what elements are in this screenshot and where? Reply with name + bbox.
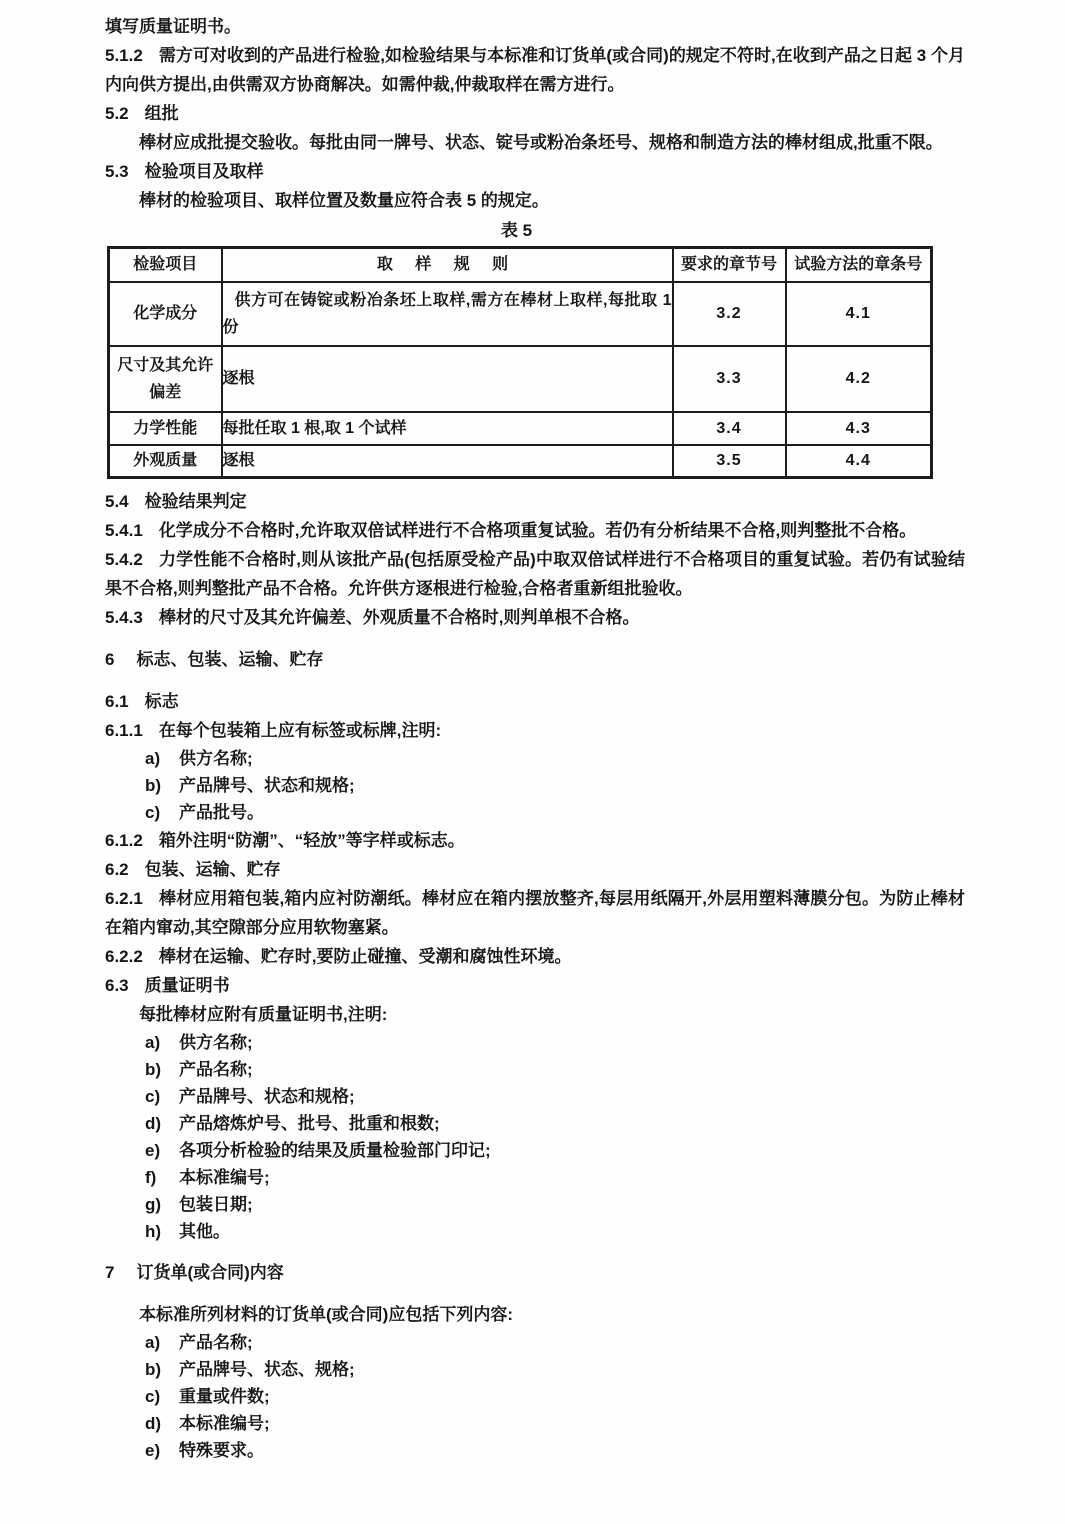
table-cell-item: 化学成分 (109, 282, 222, 346)
list-item (105, 1356, 965, 1383)
heading-6-1 (105, 687, 965, 716)
list-text: 其他。 (179, 1222, 230, 1241)
paragraph-6-3: 每批棒材应附有质量证明书,注明: (139, 1005, 388, 1024)
clause-6-1-1 (105, 716, 965, 745)
clause-5-4-2-text: 力学性能不合格时,则从该批产品(包括原受检产品)中取双倍试样进行不合格项目的重复试验。若仍有试验结果不合格,则判整批产品不合格。允许供方逐根进行检验,合格者重新组批验收。 (105, 550, 965, 598)
list-item (105, 1410, 965, 1437)
list-text: 各项分析检验的结果及质量检验部门印记; (179, 1141, 491, 1160)
table-5-row-dimensions (109, 346, 932, 412)
list-marker: g) (145, 1195, 162, 1214)
list-item (105, 1056, 965, 1083)
clause-5-4-2 (105, 545, 965, 603)
paragraph-5-3: 棒材的检验项目、取样位置及数量应符合表 5 的规定。 (139, 191, 549, 210)
heading-6-1-number: 6.1 (105, 692, 129, 711)
list-item (105, 1029, 965, 1056)
heading-5-4 (105, 487, 965, 516)
heading-6-1-title: 标志 (144, 692, 179, 711)
list-marker: f) (145, 1168, 157, 1187)
list-item (105, 799, 965, 826)
table-cell-req: 3.3 (673, 346, 786, 412)
table-cell-method: 4.1 (786, 282, 932, 346)
clause-5-4-1-number: 5.4.1 (105, 521, 143, 540)
list-marker: b) (145, 776, 162, 795)
list-item (105, 1083, 965, 1110)
list-text: 本标准编号; (179, 1168, 270, 1187)
heading-5-2-title: 组批 (144, 104, 179, 123)
clause-5-4-3-text: 棒材的尺寸及其允许偏差、外观质量不合格时,则判单根不合格。 (158, 608, 640, 627)
heading-6-3-title: 质量证明书 (144, 976, 230, 995)
clause-5-4-1 (105, 516, 965, 545)
table-cell-method: 4.2 (786, 346, 932, 412)
list-item (105, 1329, 965, 1356)
clause-6-2-1-text: 棒材应用箱包装,箱内应衬防潮纸。棒材应在箱内摆放整齐,每层用纸隔开,外层用塑料薄膜分包。为防止棒材在箱内窜动,其空隙部分应用软物塞紧。 (105, 889, 965, 937)
heading-6-2 (105, 855, 965, 884)
clause-5-4-3 (105, 603, 965, 632)
list-marker: b) (145, 1360, 162, 1379)
list-text: 产品批号。 (179, 803, 264, 822)
heading-5-2 (105, 99, 965, 128)
table-cell-rule: 逐根 (222, 445, 673, 478)
list-item (105, 1110, 965, 1137)
table-cell-item: 外观质量 (109, 445, 222, 478)
table-cell-method: 4.4 (786, 445, 932, 478)
table-5-header-item: 检验项目 (109, 248, 222, 282)
heading-6-3-number: 6.3 (105, 976, 129, 995)
clause-6-2-1-number: 6.2.1 (105, 889, 143, 908)
clause-6-1-1-text: 在每个包装箱上应有标签或标牌,注明: (158, 721, 442, 740)
list-item (105, 772, 965, 799)
heading-6-3 (105, 971, 965, 1000)
clause-6-2-1 (105, 884, 965, 942)
heading-5-3-number: 5.3 (105, 162, 129, 181)
paragraph-7: 本标准所列材料的订货单(或合同)应包括下列内容: (139, 1305, 513, 1324)
table-5-row-mechanical (109, 412, 932, 445)
table-5-row-chemical (109, 282, 932, 346)
list-marker: a) (145, 749, 161, 768)
clause-6-2-2-text: 棒材在运输、贮存时,要防止碰撞、受潮和腐蚀性环境。 (158, 947, 572, 966)
heading-chapter-6 (105, 645, 965, 674)
table-cell-item: 尺寸及其允许偏差 (109, 346, 222, 412)
heading-6-number: 6 (105, 650, 115, 669)
paragraph-continuation: 填写质量证明书。 (105, 17, 241, 36)
table-cell-req: 3.4 (673, 412, 786, 445)
list-marker: a) (145, 1033, 161, 1052)
clause-5-4-2-number: 5.4.2 (105, 550, 143, 569)
list-text: 产品熔炼炉号、批号、批重和根数; (179, 1114, 440, 1133)
heading-5-4-number: 5.4 (105, 492, 129, 511)
list-marker: h) (145, 1222, 162, 1241)
list-item (105, 1191, 965, 1218)
list-text: 产品名称; (179, 1333, 253, 1352)
list-text: 供方名称; (179, 1033, 253, 1052)
list-marker: b) (145, 1060, 162, 1079)
list-text: 供方名称; (179, 749, 253, 768)
clause-6-1-2-number: 6.1.2 (105, 831, 143, 850)
table-5-header-req: 要求的章节号 (673, 248, 786, 282)
heading-7-number: 7 (105, 1263, 115, 1282)
clause-5-4-3-number: 5.4.3 (105, 608, 143, 627)
list-marker: d) (145, 1414, 162, 1433)
heading-6-title: 标志、包装、运输、贮存 (136, 650, 324, 669)
clause-5-1-2 (105, 41, 965, 99)
table-5-row-appearance (109, 445, 932, 478)
table-cell-item: 力学性能 (109, 412, 222, 445)
clause-5-1-2-number: 5.1.2 (105, 46, 143, 65)
list-marker: a) (145, 1333, 161, 1352)
list-marker: e) (145, 1441, 161, 1460)
list-text: 产品牌号、状态和规格; (179, 1087, 355, 1106)
table-5 (107, 246, 933, 479)
list-text: 重量或件数; (179, 1387, 270, 1406)
list-marker: c) (145, 1087, 161, 1106)
list-marker: e) (145, 1141, 161, 1160)
list-item (105, 1383, 965, 1410)
list-text: 本标准编号; (179, 1414, 270, 1433)
clause-6-1-2-text: 箱外注明“防潮”、“轻放”等字样或标志。 (158, 831, 465, 850)
list-item (105, 1137, 965, 1164)
table-cell-method: 4.3 (786, 412, 932, 445)
list-item (105, 1164, 965, 1191)
clause-5-4-1-text: 化学成分不合格时,允许取双倍试样进行不合格项重复试验。若仍有分析结果不合格,则判整批不合格。 (158, 521, 917, 540)
table-5-caption: 表 5 (500, 221, 533, 240)
heading-5-3 (105, 157, 965, 186)
table-cell-req: 3.5 (673, 445, 786, 478)
list-marker: d) (145, 1114, 162, 1133)
list-text: 产品牌号、状态、规格; (179, 1360, 355, 1379)
list-marker: c) (145, 1387, 161, 1406)
clause-6-1-1-number: 6.1.1 (105, 721, 143, 740)
paragraph-5-2: 棒材应成批提交验收。每批由同一牌号、状态、锭号或粉冶条坯号、规格和制造方法的棒材组成,批重不限。 (139, 133, 943, 152)
heading-6-2-number: 6.2 (105, 860, 129, 879)
table-5-header-method: 试验方法的章条号 (786, 248, 932, 282)
heading-5-4-title: 检验结果判定 (144, 492, 247, 511)
list-item (105, 1218, 965, 1245)
list-text: 特殊要求。 (179, 1441, 264, 1460)
list-text: 产品牌号、状态和规格; (179, 776, 355, 795)
heading-chapter-7 (105, 1258, 965, 1287)
table-5-header-row (109, 248, 932, 282)
clause-6-2-2 (105, 942, 965, 971)
heading-6-2-title: 包装、运输、贮存 (144, 860, 281, 879)
list-text: 包装日期; (179, 1195, 253, 1214)
table-5-header-rule: 取 样 规 则 (222, 248, 673, 282)
list-item (105, 1437, 965, 1464)
list-item (105, 745, 965, 772)
heading-7-title: 订货单(或合同)内容 (136, 1263, 284, 1282)
list-text: 产品名称; (179, 1060, 253, 1079)
heading-5-3-title: 检验项目及取样 (144, 162, 264, 181)
table-cell-rule: 逐根 (222, 346, 673, 412)
clause-5-1-2-text: 需方可对收到的产品进行检验,如检验结果与本标准和订货单(或合同)的规定不符时,在收到产品之日起 3 个月内向供方提出,由供需双方协商解决。如需仲裁,仲裁取样在需方进行。 (105, 46, 965, 94)
table-cell-req: 3.2 (673, 282, 786, 346)
clause-6-2-2-number: 6.2.2 (105, 947, 143, 966)
table-cell-rule: 供方可在铸锭或粉冶条坯上取样,需方在棒材上取样,每批取 1 份 (222, 282, 673, 346)
clause-6-1-2 (105, 826, 965, 855)
table-cell-rule: 每批任取 1 根,取 1 个试样 (222, 412, 673, 445)
heading-5-2-number: 5.2 (105, 104, 129, 123)
list-marker: c) (145, 803, 161, 822)
